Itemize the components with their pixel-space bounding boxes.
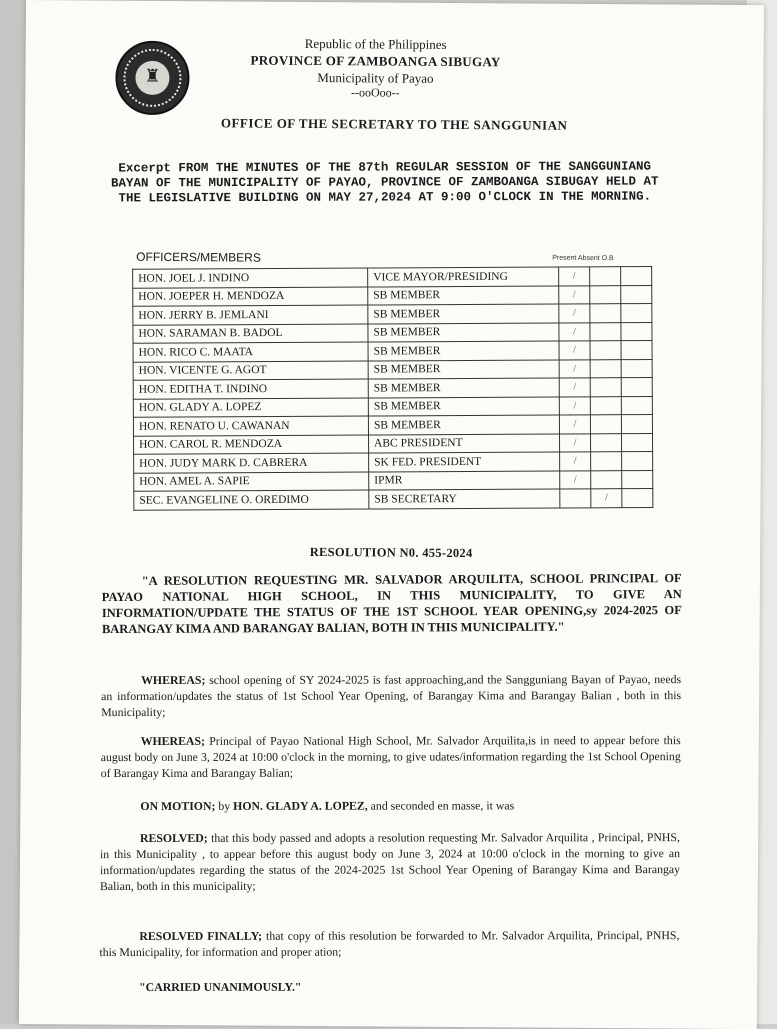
header-ornament: --ooOoo--	[350, 85, 400, 100]
absent-mark	[590, 359, 621, 378]
whereas-keyword: WHEREAS;	[140, 733, 205, 749]
absent-mark	[590, 267, 621, 286]
member-position: SB MEMBER	[368, 323, 559, 342]
resolved-keyword: RESOLVED;	[139, 830, 208, 845]
resolved-finally-paragraph	[99, 927, 679, 960]
absent-mark	[590, 341, 621, 360]
member-name: HON. JOEL J. INDINO	[133, 268, 368, 288]
resolution-number: RESOLUTION N0. 455-2024	[309, 544, 473, 561]
member-position: VICE MAYOR/PRESIDING	[368, 267, 559, 286]
present-mark: /	[559, 304, 590, 323]
present-mark: /	[559, 285, 590, 304]
absent-mark	[590, 378, 621, 397]
ob-mark	[622, 452, 653, 471]
member-name: HON. VICENTE G. AGOT	[133, 361, 368, 381]
member-name: HON. AMEL A. SAPIE	[134, 472, 369, 492]
absent-mark	[590, 415, 621, 434]
member-position: SB MEMBER	[368, 397, 559, 416]
seal-emblem-icon: ♜	[144, 65, 161, 87]
present-mark: /	[559, 267, 590, 286]
whereas-text: school opening of SY 2024-2025 is fast approaching,and the Sangguniang Bayan of Payao, needs an information/updates the status of 1st School Year Opening, of Barangay Kima and Barangay Balian , both in this Municipality;	[101, 672, 682, 720]
officers-label: OFFICERS/MEMBERS	[136, 249, 261, 265]
present-mark: /	[559, 359, 590, 378]
present-mark: /	[559, 378, 590, 397]
header-municipality: Municipality of Payao	[317, 70, 434, 86]
motion-text-a: by	[215, 798, 234, 813]
absent-mark	[590, 433, 621, 452]
resolved-finally-keyword: RESOLVED FINALLY;	[139, 928, 263, 943]
absent-mark	[590, 285, 621, 304]
ob-mark	[621, 396, 652, 415]
absent-mark: /	[591, 489, 622, 508]
present-mark: /	[559, 341, 590, 360]
member-name: SEC. EVANGELINE O. OREDIMO	[134, 490, 369, 510]
member-name: HON. RICO C. MAATA	[133, 342, 368, 362]
member-name: HON. GLADY A. LOPEZ	[133, 398, 368, 418]
resolved-finally-text: that copy of this resolution be forwarded to Mr. Salvador Arquilita, Principal, PNHS, this Municipality, for information and proper ation;	[99, 928, 680, 960]
municipal-seal	[115, 41, 190, 116]
whereas-text: Principal of Payao National High School, Mr. Salvador Arquilita,is in need to appear before this august body on June 3, 2024 at 10:00 o'clock in the morning, to give udates/information regarding the 1st School Opening of Barangay Kima and Barangay Balian;	[100, 733, 681, 781]
ob-mark	[621, 304, 652, 323]
member-position: SB SECRETARY	[369, 489, 560, 508]
ob-mark	[621, 285, 652, 304]
member-position: SB MEMBER	[368, 360, 559, 379]
ob-mark	[621, 267, 652, 286]
member-name: HON. SARAMAN B. BADOL	[133, 324, 368, 344]
whereas-keyword: WHEREAS;	[141, 672, 206, 688]
present-mark: /	[560, 470, 591, 489]
ob-mark	[621, 359, 652, 378]
present-mark: /	[559, 415, 590, 434]
whereas-paragraph-2	[101, 732, 681, 781]
ob-mark	[621, 415, 652, 434]
member-position: SB MEMBER	[368, 341, 559, 360]
resolved-text: that this body passed and adopts a resolution requesting Mr. Salvador Arquilita , Principal, PNHS, in this Municipality , to appear before this august body on June 3, 2024 at 10:00 o'clock in the morning to give an information/updates regarding the status of the 2024-2025 1st School Year Opening of Barangay Kima and Barangay Balian, both in this municipality;	[99, 830, 681, 894]
ob-mark	[622, 489, 653, 508]
member-name: HON. EDITHA T. INDINO	[133, 379, 368, 399]
ob-mark	[621, 378, 652, 397]
members-table	[132, 266, 653, 510]
member-position: SK FED. PRESIDENT	[369, 452, 560, 471]
document-page	[19, 0, 764, 1029]
present-mark: /	[559, 433, 590, 452]
motion-keyword: ON MOTION;	[140, 798, 216, 813]
absent-mark	[590, 304, 621, 323]
absent-mark	[591, 470, 622, 489]
resolved-paragraph	[100, 829, 680, 894]
header-republic: Republic of the Philippines	[304, 35, 447, 52]
carried-unanimously: "CARRIED UNANIMOUSLY."	[139, 979, 302, 994]
present-mark: /	[559, 396, 590, 415]
absent-mark	[591, 452, 622, 471]
member-position: IPMR	[369, 471, 560, 490]
whereas-paragraph-1	[101, 671, 681, 720]
header-province: PROVINCE OF ZAMBOANGA SIBUGAY	[250, 52, 501, 70]
present-mark: /	[560, 452, 591, 471]
attendance-legend: Present Absent O.B	[552, 254, 614, 263]
member-name: HON. JERRY B. JEMLANI	[133, 305, 368, 325]
ob-mark	[621, 433, 652, 452]
member-name: HON. JUDY MARK D. CABRERA	[134, 453, 369, 473]
member-row	[134, 489, 653, 510]
absent-mark	[590, 322, 621, 341]
member-position: SB MEMBER	[368, 304, 559, 323]
office-title: OFFICE OF THE SECRETARY TO THE SANGGUNIAN	[220, 115, 568, 133]
motion-paragraph	[100, 797, 680, 814]
member-name: HON. CAROL R. MENDOZA	[134, 435, 369, 455]
motion-mover: HON. GLADY A. LOPEZ,	[233, 798, 368, 813]
member-position: ABC PRESIDENT	[368, 434, 559, 453]
member-position: SB MEMBER	[368, 286, 559, 305]
present-mark	[560, 489, 591, 508]
member-position: SB MEMBER	[368, 378, 559, 397]
member-name: HON. JOEPER H. MENDOZA	[133, 287, 368, 307]
member-name: HON. RENATO U. CAWANAN	[133, 416, 368, 436]
resolution-title: "A RESOLUTION REQUESTING MR. SALVADOR ARQUILITA, SCHOOL PRINCIPAL OF PAYAO NATIONAL HIGH SCHOOL, IN THIS MUNICIPALITY, TO GIVE AN INFORMATION/UPDATE THE STATUS OF THE 1ST SCHOOL YEAR OPENING,sy 2024-2025 OF BARANGAY KIMA AND BARANGAY BALIAN, BOTH IN THIS MUNICIPALITY."	[101, 571, 682, 637]
ob-mark	[621, 322, 652, 341]
member-position: SB MEMBER	[368, 415, 559, 434]
ob-mark	[622, 470, 653, 489]
present-mark: /	[559, 322, 590, 341]
absent-mark	[590, 396, 621, 415]
excerpt-heading: Excerpt FROM THE MINUTES OF THE 87th REGULAR SESSION OF THE SANGGUNIANG BAYAN OF THE MUNICIPALITY OF PAYAO, PROVINCE OF ZAMBOANGA SIBUGAY HELD AT THE LEGISLATIVE BUILDING ON MAY 27,2024 AT 9:00 O'CLOCK IN THE MORNING.	[110, 159, 659, 206]
ob-mark	[621, 341, 652, 360]
motion-text-b: and seconded en masse, it was	[367, 798, 515, 813]
